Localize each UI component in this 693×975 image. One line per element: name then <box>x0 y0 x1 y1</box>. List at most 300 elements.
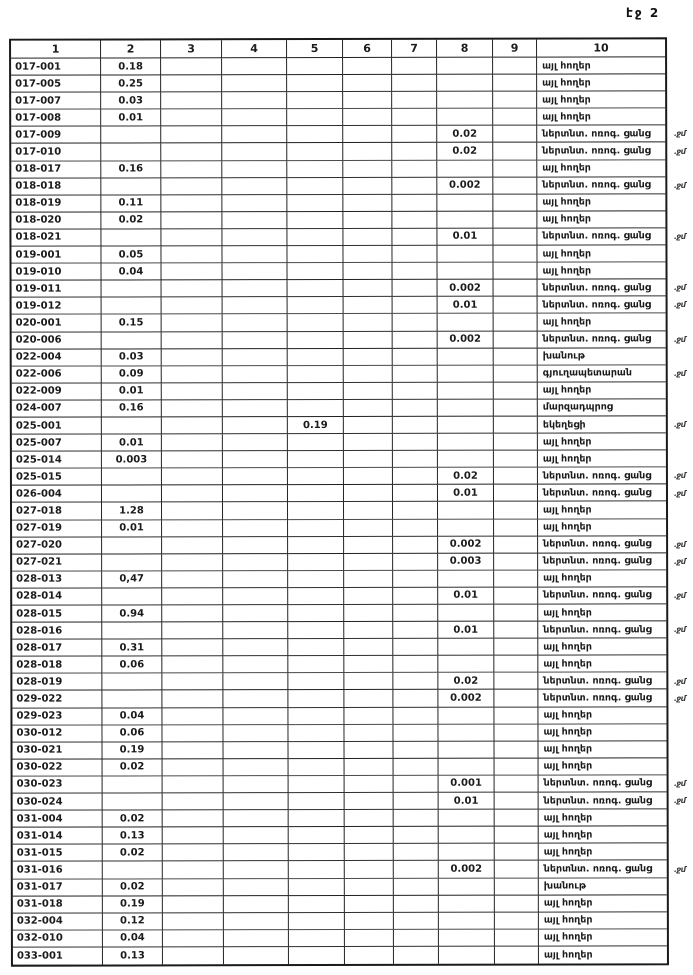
area-col8-cell <box>438 724 494 741</box>
area-col5-cell <box>287 229 343 246</box>
empty-col4-cell <box>223 708 288 725</box>
empty-col9-cell <box>494 656 538 673</box>
area-col2-cell: 0.01 <box>102 520 162 537</box>
empty-col3-cell <box>162 674 223 691</box>
empty-col3-cell <box>162 417 223 434</box>
land-type-cell: խանութ <box>538 348 666 365</box>
parcel-code-cell: 032-010 <box>13 930 103 947</box>
empty-col9-cell <box>495 946 539 963</box>
empty-col9-cell <box>495 912 539 929</box>
empty-col3-cell <box>162 605 223 622</box>
empty-col9-cell <box>495 741 539 758</box>
empty-col3-cell <box>161 212 222 229</box>
area-col5-cell <box>289 947 345 964</box>
empty-col6-cell <box>344 519 393 536</box>
table-row-019-012 <box>12 297 666 315</box>
area-col5-cell <box>288 588 344 605</box>
parcel-code-cell: 017-010 <box>11 144 101 161</box>
area-col5-cell <box>288 690 344 707</box>
area-col5-cell <box>287 195 343 212</box>
empty-col4-cell <box>224 776 289 793</box>
area-col5-cell <box>288 434 344 451</box>
margin-note: . ջմ <box>674 677 693 686</box>
area-col8-cell: 0.002 <box>437 177 493 194</box>
empty-col3-cell <box>161 144 222 161</box>
empty-col9-cell <box>494 297 538 314</box>
land-type-cell: այլ հողեր <box>537 92 665 109</box>
empty-col4-cell <box>222 178 287 195</box>
column-header-7: 7 <box>392 40 437 58</box>
land-type-cell: այլ հողեր <box>537 109 665 126</box>
empty-col7-cell <box>393 673 438 690</box>
parcel-code-cell: 030-021 <box>13 742 103 759</box>
area-col5-cell <box>288 622 344 639</box>
land-type-cell: այլ հողեր <box>538 433 666 450</box>
empty-col3-cell <box>162 280 223 297</box>
area-col2-cell <box>102 281 162 298</box>
empty-col9-cell <box>495 793 539 810</box>
area-col8-cell <box>439 741 495 758</box>
column-header-2: 2 <box>101 40 161 58</box>
empty-col3-cell <box>162 537 223 554</box>
area-col8-cell <box>438 502 494 519</box>
table-row-030-021 <box>13 741 667 759</box>
empty-col9-cell <box>494 348 538 365</box>
area-col2-cell: 0.06 <box>102 657 162 674</box>
area-col8-cell: 0.02 <box>438 468 494 485</box>
empty-col6-cell <box>344 639 393 656</box>
area-col8-cell: 0.01 <box>438 297 494 314</box>
empty-col4-cell <box>223 588 288 605</box>
land-type-cell: այլ հողեր <box>539 827 667 844</box>
empty-col7-cell <box>393 365 438 382</box>
empty-col9-cell <box>495 810 539 827</box>
area-col2-cell: 0.02 <box>103 759 163 776</box>
empty-col7-cell <box>393 383 438 400</box>
empty-col6-cell <box>344 348 393 365</box>
land-type-cell: այլ հողեր <box>538 639 666 656</box>
empty-col7-cell <box>393 314 438 331</box>
empty-col7-cell <box>394 947 439 964</box>
table-row-031-014 <box>13 827 667 845</box>
land-type-cell: ներտնտ. ոռոգ. ցանց <box>538 553 666 570</box>
empty-col6-cell <box>344 297 393 314</box>
land-type-cell: այլ հողեր <box>538 519 666 536</box>
table-row-027-020 <box>12 536 666 554</box>
parcel-code-cell: 027-021 <box>12 554 102 571</box>
area-col2-cell: 1.28 <box>102 503 162 520</box>
area-col5-cell <box>289 861 345 878</box>
column-header-10: 10 <box>537 39 665 57</box>
area-col2-cell: 0.003 <box>102 452 162 469</box>
empty-col7-cell <box>394 878 439 895</box>
table-row-022-004 <box>12 348 666 366</box>
area-col2-cell: 0.04 <box>102 708 162 725</box>
empty-col9-cell <box>494 434 538 451</box>
table-row-030-024 <box>13 792 667 810</box>
area-col2-cell <box>102 537 162 554</box>
empty-col6-cell <box>343 212 392 229</box>
area-col2-cell <box>101 229 161 246</box>
area-col8-cell: 0.001 <box>439 776 495 793</box>
area-col5-cell <box>287 212 343 229</box>
empty-col6-cell <box>343 195 392 212</box>
parcel-code-cell: 031-014 <box>13 828 103 845</box>
empty-col9-cell <box>493 246 537 263</box>
land-type-cell: խանութ <box>539 878 667 895</box>
margin-note: . ջմ <box>674 283 693 292</box>
parcel-code-cell: 017-007 <box>11 93 101 110</box>
margin-note: . ջմ <box>674 335 693 344</box>
parcel-code-cell: 022-004 <box>12 349 102 366</box>
land-type-cell: ներտնտ. ոռոգ. ցանց <box>538 621 666 638</box>
empty-col6-cell <box>345 844 394 861</box>
land-type-cell: ներտնտ. ոռոգ. ցանց <box>538 331 666 348</box>
table-row-030-012 <box>12 724 666 742</box>
area-col2-cell <box>101 178 161 195</box>
table-row-027-019 <box>12 519 666 537</box>
table-row-025-007 <box>12 433 666 451</box>
empty-col7-cell <box>392 92 437 109</box>
land-type-cell: ներտնտ. ոռոգ. ցանց <box>537 126 665 143</box>
empty-col6-cell <box>345 810 394 827</box>
table-row-017-009 <box>11 126 665 144</box>
empty-col7-cell <box>393 571 438 588</box>
empty-col9-cell <box>494 468 538 485</box>
area-col5-cell <box>287 58 343 75</box>
empty-col3-cell <box>162 622 223 639</box>
empty-col9-cell <box>494 553 538 570</box>
area-col8-cell <box>438 400 494 417</box>
empty-col6-cell <box>343 109 392 126</box>
empty-col7-cell <box>393 536 438 553</box>
empty-col4-cell <box>224 862 289 879</box>
empty-col6-cell <box>344 502 393 519</box>
margin-note: . ջմ <box>674 540 693 549</box>
empty-col4-cell <box>223 468 288 485</box>
land-type-cell: ներտնտ. ոռոգ. ցանց <box>538 673 666 690</box>
empty-col4-cell <box>223 605 288 622</box>
area-col5-cell <box>287 178 343 195</box>
empty-col3-cell <box>161 92 222 109</box>
area-col2-cell <box>103 862 163 879</box>
empty-col7-cell <box>393 417 438 434</box>
land-type-cell: ներտնտ. ոռոգ. ցանց <box>537 177 665 194</box>
area-col2-cell: 0.02 <box>101 212 161 229</box>
area-col5-cell <box>287 263 343 280</box>
table-row-024-007 <box>12 399 666 417</box>
empty-col4-cell <box>223 332 288 349</box>
margin-note: . ջմ <box>674 489 693 498</box>
area-col2-cell: 0.04 <box>103 930 163 947</box>
empty-col9-cell <box>494 502 538 519</box>
parcel-code-cell: 018-019 <box>11 195 101 212</box>
area-col2-cell <box>102 332 162 349</box>
area-col2-cell: 0.31 <box>102 640 162 657</box>
area-col5-cell <box>289 793 345 810</box>
area-col8-cell <box>437 109 493 126</box>
table-row-028-016 <box>12 621 666 639</box>
area-col5-cell <box>288 708 344 725</box>
margin-note: . ջմ <box>674 420 693 429</box>
empty-col6-cell <box>344 554 393 571</box>
area-col2-cell: 0.01 <box>102 383 162 400</box>
empty-col9-cell <box>494 365 538 382</box>
empty-col9-cell <box>494 724 538 741</box>
area-col8-cell <box>438 382 494 399</box>
empty-col6-cell <box>343 126 392 143</box>
table-row-025-001 <box>12 416 666 434</box>
area-col8-cell <box>438 605 494 622</box>
empty-col4-cell <box>223 280 288 297</box>
empty-col3-cell <box>162 298 223 315</box>
empty-col6-cell <box>345 878 394 895</box>
empty-col9-cell <box>494 707 538 724</box>
empty-col4-cell <box>222 126 287 143</box>
area-col2-cell: 0.03 <box>101 93 161 110</box>
empty-col9-cell <box>494 605 538 622</box>
area-col2-cell: 0.04 <box>102 263 162 280</box>
empty-col4-cell <box>223 366 288 383</box>
area-col5-cell <box>289 844 345 861</box>
empty-col6-cell <box>343 58 392 75</box>
table-row-029-022 <box>12 690 666 708</box>
parcel-code-cell: 029-022 <box>12 691 102 708</box>
area-col5-cell <box>288 605 344 622</box>
area-col8-cell <box>438 434 494 451</box>
table-row-033-001 <box>13 946 667 964</box>
area-col8-cell <box>439 912 495 929</box>
area-col8-cell <box>438 570 494 587</box>
land-type-cell: ներտնտ. ոռոգ. ցանց <box>538 690 666 707</box>
empty-col6-cell <box>344 656 393 673</box>
area-col8-cell <box>437 58 493 75</box>
empty-col4-cell <box>224 930 289 947</box>
table-row-017-010 <box>11 143 665 161</box>
parcel-code-cell: 028-016 <box>12 623 102 640</box>
empty-col6-cell <box>344 571 393 588</box>
margin-note: . ջմ <box>674 232 693 241</box>
area-col8-cell: 0.01 <box>438 622 494 639</box>
area-col5-cell <box>288 571 344 588</box>
area-col8-cell: 0.01 <box>438 485 494 502</box>
area-col5-cell <box>288 314 344 331</box>
empty-col6-cell <box>345 895 394 912</box>
empty-col4-cell <box>223 537 288 554</box>
empty-col7-cell <box>393 724 438 741</box>
area-col2-cell: 0.13 <box>103 828 163 845</box>
land-type-cell: ներտնտ. ոռոգ. ցանց <box>539 861 667 878</box>
empty-col3-cell <box>163 896 224 913</box>
parcel-code-cell: 019-001 <box>11 247 101 264</box>
empty-col6-cell <box>345 776 394 793</box>
empty-col7-cell <box>393 468 438 485</box>
empty-col3-cell <box>163 913 224 930</box>
table-row-026-004 <box>12 485 666 503</box>
empty-col9-cell <box>494 673 538 690</box>
parcel-code-cell: 028-017 <box>12 640 102 657</box>
empty-col4-cell <box>223 383 288 400</box>
empty-col6-cell <box>344 468 393 485</box>
land-type-cell: այլ հողեր <box>537 245 665 262</box>
margin-note: . ջմ <box>674 129 693 138</box>
table-row-020-006 <box>12 331 666 349</box>
table-row-018-021 <box>11 228 665 246</box>
area-col8-cell <box>439 759 495 776</box>
empty-col7-cell <box>393 554 438 571</box>
land-type-cell: ներտնտ. ոռոգ. ցանց <box>537 143 665 160</box>
empty-col9-cell <box>493 194 537 211</box>
empty-col7-cell <box>392 246 437 263</box>
table-row-017-001 <box>11 57 665 75</box>
area-col8-cell <box>437 212 493 229</box>
empty-col6-cell <box>344 707 393 724</box>
land-type-cell: այլ հողեր <box>539 844 667 861</box>
table-row-022-006 <box>12 365 666 383</box>
area-col2-cell: 0.03 <box>102 349 162 366</box>
area-col5-cell <box>288 725 344 742</box>
empty-col7-cell <box>393 348 438 365</box>
empty-col4-cell <box>223 571 288 588</box>
area-col5-cell <box>288 673 344 690</box>
empty-col7-cell <box>394 793 439 810</box>
empty-col7-cell <box>392 143 437 160</box>
parcel-code-cell: 017-008 <box>11 110 101 127</box>
empty-col6-cell <box>343 246 392 263</box>
column-header-4: 4 <box>222 40 287 58</box>
area-col5-cell <box>287 75 343 92</box>
empty-col4-cell <box>224 827 289 844</box>
area-col5-cell <box>287 246 343 263</box>
area-col2-cell: 0.01 <box>101 110 161 127</box>
empty-col7-cell <box>393 519 438 536</box>
empty-col4-cell <box>224 759 289 776</box>
empty-col9-cell <box>493 229 537 246</box>
empty-col7-cell <box>392 160 437 177</box>
margin-note: . ջմ <box>674 625 693 634</box>
empty-col4-cell <box>223 417 288 434</box>
parcel-code-cell: 029-023 <box>12 708 102 725</box>
empty-col9-cell <box>493 92 537 109</box>
parcel-code-cell: 030-012 <box>12 725 102 742</box>
empty-col7-cell <box>393 400 438 417</box>
area-col5-cell <box>288 349 344 366</box>
empty-col4-cell <box>222 75 287 92</box>
empty-col3-cell <box>162 588 223 605</box>
empty-col4-cell <box>223 349 288 366</box>
table-row-030-022 <box>13 758 667 776</box>
empty-col3-cell <box>162 554 223 571</box>
empty-col3-cell <box>162 400 223 417</box>
empty-col9-cell <box>493 160 537 177</box>
empty-col3-cell <box>163 845 224 862</box>
parcel-code-cell: 024-007 <box>12 400 102 417</box>
area-col8-cell <box>437 75 493 92</box>
empty-col6-cell <box>344 383 393 400</box>
area-col2-cell: 0.16 <box>102 400 162 417</box>
empty-col7-cell <box>393 690 438 707</box>
empty-col4-cell <box>224 793 289 810</box>
empty-col9-cell <box>495 776 539 793</box>
margin-note: . ջմ <box>674 694 693 703</box>
empty-col3-cell <box>161 178 222 195</box>
area-col8-cell <box>438 656 494 673</box>
empty-col7-cell <box>394 810 439 827</box>
parcel-code-cell: 025-014 <box>12 452 102 469</box>
empty-col9-cell <box>494 622 538 639</box>
land-type-cell: ներտնտ. ոռոգ. ցանց <box>538 536 666 553</box>
area-col5-cell <box>287 126 343 143</box>
land-type-cell: այլ հողեր <box>538 604 666 621</box>
parcel-code-cell: 025-007 <box>12 435 102 452</box>
empty-col6-cell <box>344 605 393 622</box>
empty-col6-cell <box>345 947 394 964</box>
empty-col7-cell <box>393 451 438 468</box>
empty-col3-cell <box>162 571 223 588</box>
empty-col4-cell <box>224 844 289 861</box>
area-col5-cell <box>288 366 344 383</box>
empty-col3-cell <box>162 383 223 400</box>
table-row-027-018 <box>12 502 666 520</box>
empty-col7-cell <box>393 502 438 519</box>
area-col5-cell <box>288 280 344 297</box>
margin-note: . ջմ <box>674 591 693 600</box>
empty-col7-cell <box>393 280 438 297</box>
parcel-code-cell: 020-001 <box>12 315 102 332</box>
table-row-032-010 <box>13 929 667 947</box>
empty-col7-cell <box>394 930 439 947</box>
empty-col3-cell <box>162 263 223 280</box>
empty-col9-cell <box>494 417 538 434</box>
empty-col4-cell <box>224 913 289 930</box>
empty-col7-cell <box>394 895 439 912</box>
area-col2-cell <box>102 417 162 434</box>
land-type-cell: այլ հողեր <box>538 502 666 519</box>
area-col5-cell <box>288 520 344 537</box>
area-col2-cell: 0.19 <box>103 896 163 913</box>
empty-col4-cell <box>223 520 288 537</box>
empty-col3-cell <box>162 708 223 725</box>
empty-col3-cell <box>163 793 224 810</box>
empty-col9-cell <box>493 109 537 126</box>
parcel-code-cell: 030-023 <box>13 776 103 793</box>
table-row-028-018 <box>12 656 666 674</box>
parcel-code-cell: 031-016 <box>13 862 103 879</box>
empty-col4-cell <box>223 554 288 571</box>
empty-col6-cell <box>345 793 394 810</box>
empty-col7-cell <box>392 58 437 75</box>
empty-col3-cell <box>161 246 222 263</box>
empty-col3-cell <box>163 776 224 793</box>
area-col8-cell: 0.01 <box>439 793 495 810</box>
area-col2-cell <box>101 127 161 144</box>
parcel-code-cell: 033-001 <box>13 947 103 964</box>
empty-col3-cell <box>162 315 223 332</box>
table-row-031-015 <box>13 844 667 862</box>
empty-col6-cell <box>343 92 392 109</box>
area-col8-cell <box>439 827 495 844</box>
empty-col4-cell <box>222 195 287 212</box>
empty-col7-cell <box>394 912 439 929</box>
empty-col4-cell <box>223 503 288 520</box>
empty-col7-cell <box>394 844 439 861</box>
table-row-031-016 <box>13 861 667 879</box>
land-type-cell: այլ հողեր <box>539 929 667 946</box>
empty-col4-cell <box>224 810 289 827</box>
area-col8-cell <box>437 246 493 263</box>
area-col5-cell <box>288 537 344 554</box>
area-col2-cell: 0.13 <box>103 947 163 964</box>
